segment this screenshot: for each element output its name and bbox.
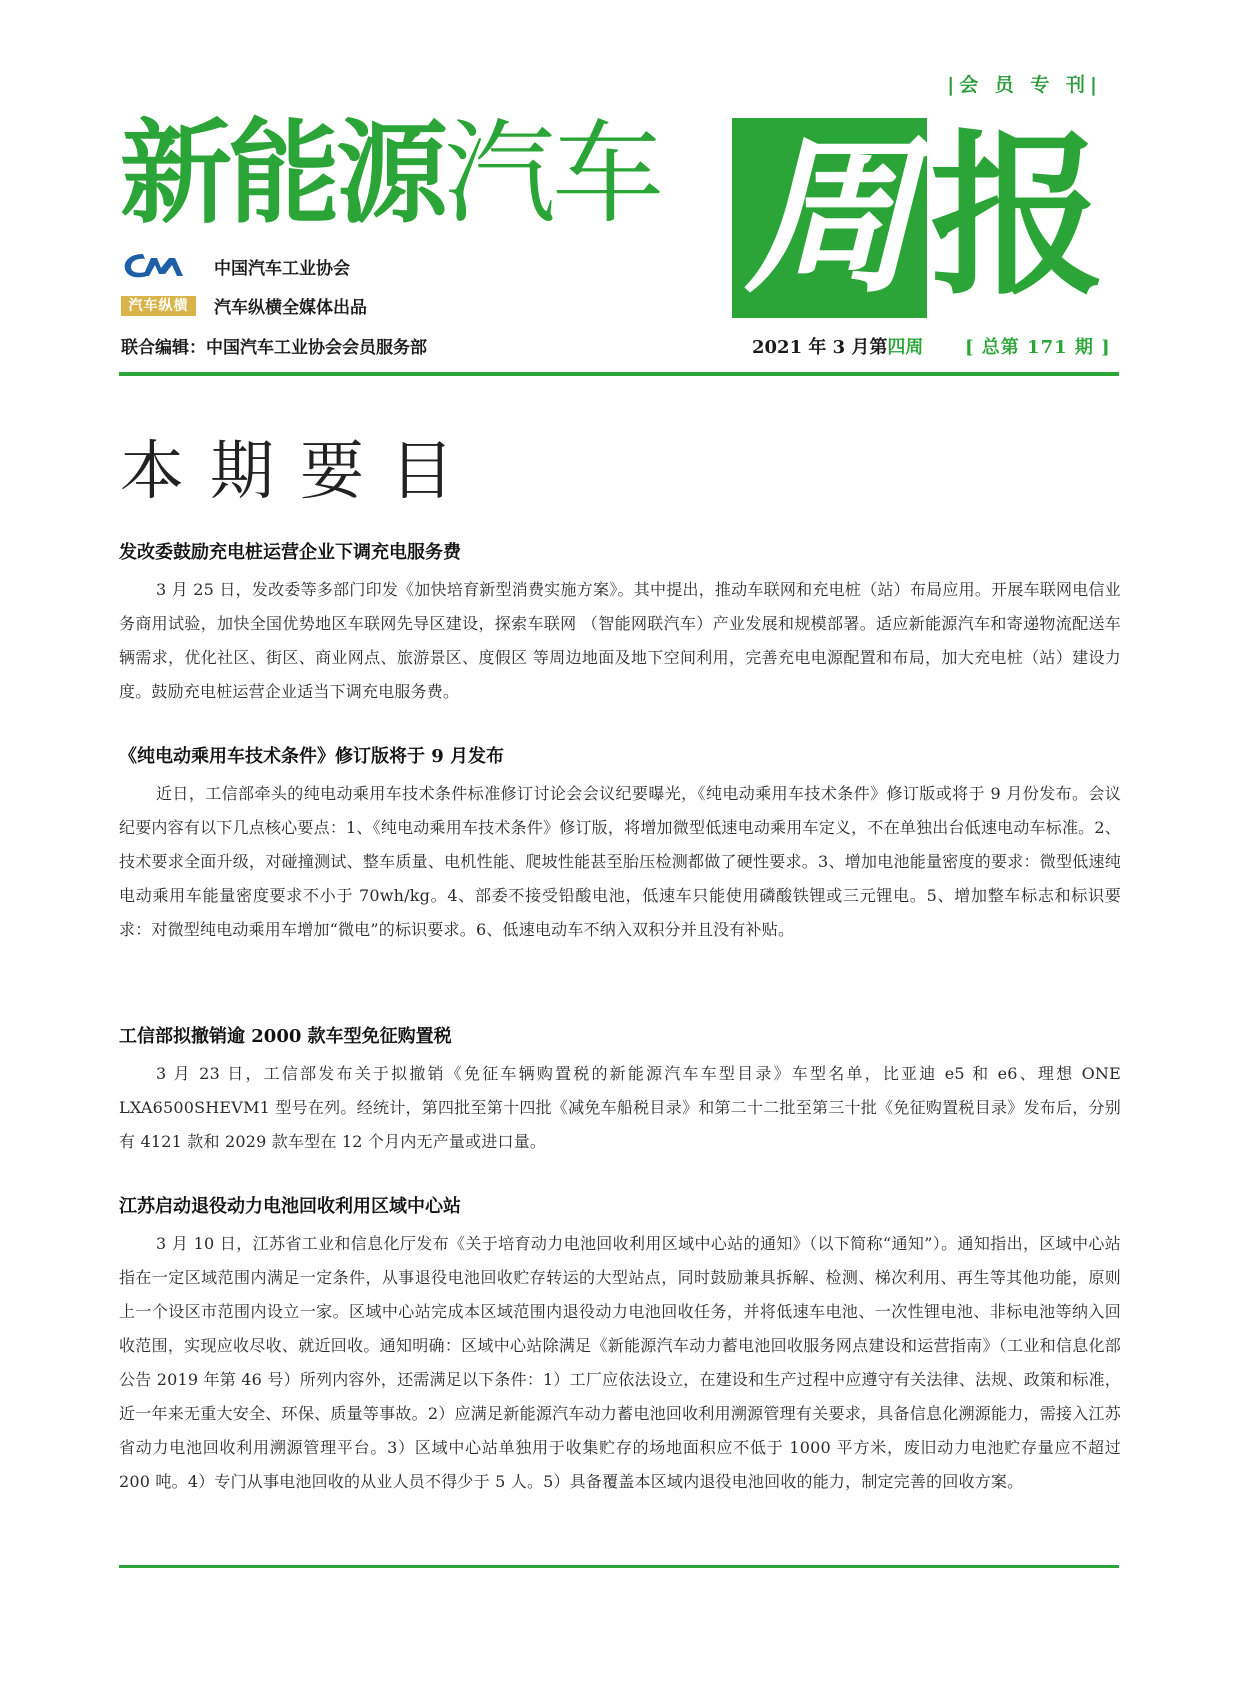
org-auto-review: 汽车纵横全媒体出品 xyxy=(214,298,367,318)
article-body: 近日，工信部牵头的纯电动乘用车技术条件标准修订讨论会会议纪要曝光，《纯电动乘用车技术条件》修订版或将于 9 月份发布。会议纪要内容有以下几点核心要点：1、《纯电动乘用车技术条件》修订版，将增加微型低速电动乘用车定义，不在单独出台低速电动车标准。2、技术要求全面升级，对碰撞测试、整车质量、电机性能、爬坡性能甚至胎压检测都做了硬性要求。3、增加电池能量密度的要求：微型低速纯电动乘用车能量密度要求不小于 70wh/kg。4、部委不接受铅酸电池，低速车只能使用磷酸铁锂或三元锂电。5、增加整车标志和标识要求：对微型纯电动乘用车增加“微电”的标识要求。6、低速电动车不纳入双积分并且没有补贴。 xyxy=(119,784,1121,939)
weekly-logo-box xyxy=(732,118,927,318)
section-title: 本期要目 xyxy=(120,435,480,509)
article-title: 江苏启动退役动力电池回收利用区域中心站 xyxy=(119,1196,461,1217)
org-caam: 中国汽车工业协会 xyxy=(214,259,350,279)
article-title: 发改委鼓励充电桩运营企业下调充电服务费 xyxy=(119,542,461,563)
weekly-char-2: 报 xyxy=(930,116,1105,319)
footer-rule xyxy=(119,1565,1119,1568)
article-3 xyxy=(119,1024,1121,1159)
article-1 xyxy=(119,540,1121,709)
joint-editor: 联合编辑：中国汽车工业协会会员服务部 xyxy=(121,338,427,358)
member-tag-bar-right: | xyxy=(1090,74,1102,96)
article-body: 3 月 25 日，发改委等多部门印发《加快培育新型消费实施方案》。其中提出，推动车联网和充电桩（站）布局应用。开展车联网电信业务商用试验，加快全国优势地区车联网先导区建设，探索车联网 （智能网联汽车）产业发展和规模部署。适应新能源汽车和寄递物流配送车辆需求，优化社区、街区、商业网点、旅游景区、度假区 等周边地面及地下空间利用，完善充电电源配置和布局，加大充电桩（站）建设力度。鼓励充电桩运营企业适当下调充电服务费。 xyxy=(119,580,1121,701)
article-title: 工信部拟撤销逾 2000 款车型免征购置税 xyxy=(119,1026,452,1047)
weekly-char-1: 周 xyxy=(744,119,915,317)
member-tag-text: 会 员 专 刊 xyxy=(959,74,1091,96)
member-tag xyxy=(947,70,1102,97)
article-4 xyxy=(119,1194,1121,1499)
masthead-title-light: 汽车 xyxy=(444,109,660,239)
auto-review-logo: 汽车纵横 xyxy=(121,296,196,316)
article-title: 《纯电动乘用车技术条件》修订版将于 9 月发布 xyxy=(119,746,505,767)
article-2 xyxy=(119,744,1121,947)
member-tag-bar-left: | xyxy=(947,74,960,96)
issue-date xyxy=(752,333,923,359)
masthead-title xyxy=(120,109,660,239)
article-body: 3 月 23 日，工信部发布关于拟撤销《免征车辆购置税的新能源汽车车型目录》车型名单，比亚迪 e5 和 e6、理想 ONE LXA6500SHEVM1 型号在列。经统计，第四批至第十四批《减免车船税目录》和第二十二批至第三十批《免征购置税目录》发布后，分别有 4121 款和 2029 款车型在 12 个月内无产量或进口量。 xyxy=(119,1064,1121,1151)
caam-logo-icon xyxy=(121,250,189,280)
masthead-title-bold: 新能源 xyxy=(120,109,444,239)
issue-date-prefix: 2021 年 3 月第 xyxy=(752,337,888,358)
article-body: 3 月 10 日，江苏省工业和信息化厅发布《关于培育动力电池回收利用区域中心站的通知》（以下简称“通知”）。通知指出，区域中心站指在一定区域范围内满足一定条件，从事退役电池回收贮存转运的大型站点，同时鼓励兼具拆解、检测、梯次利用、再生等其他功能，原则上一个设区市范围内设立一家。区域中心站完成本区域范围内退役动力电池回收任务，并将低速车电池、一次性锂电池、非标电池等纳入回收范围，实现应收尽收、就近回收。通知明确：区域中心站除满足《新能源汽车动力蓄电池回收服务网点建设和运营指南》（工业和信息化部公告 2019 年第 46 号）所列内容外，还需满足以下条件：1）工厂应依法设立，在建设和生产过程中应遵守有关法律、法规、政策和标准，近一年来无重大安全、环保、质量等事故。2）应满足新能源汽车动力蓄电池回收利用溯源管理有关要求，具备信息化溯源能力，需接入江苏省动力电池回收利用溯源管理平台。3）区域中心站单独用于收集贮存的场地面积应不低于 1000 平方米，废旧动力电池贮存量应不超过 200 吨。4）专门从事电池回收的从业人员不得少于 5 人。5）具备覆盖本区域内退役电池回收的能力，制定完善的回收方案。 xyxy=(119,1234,1121,1491)
header-rule xyxy=(119,372,1119,376)
issue-total-number: [ 总第 171 期 ] xyxy=(965,337,1111,358)
issue-date-week: 四周 xyxy=(887,337,924,358)
